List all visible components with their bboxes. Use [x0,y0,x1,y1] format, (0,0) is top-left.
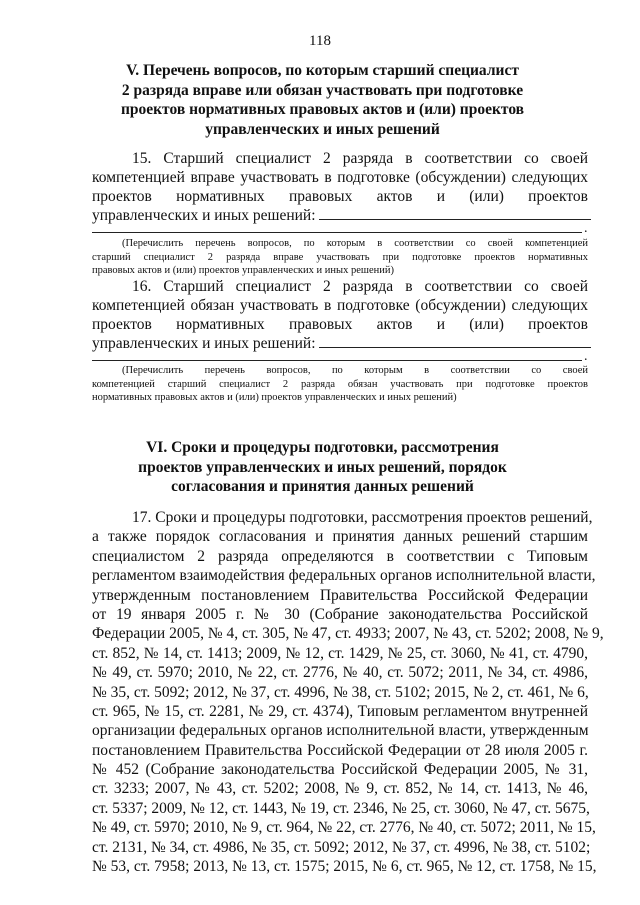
blank-fill-line [319,335,591,348]
text-line: 15. Старший специалист 2 разряда в соответствии со своей [132,150,588,167]
period: . [584,349,588,364]
note-15: (Перечислить перечень вопросов, по которым в соответствии со своей компетенцией старший специалист 2 разряда вправе участвовать при подготовке проектов нормативных правовых актов и (или) проектов управленческих и иных решений) [92,238,588,277]
page-number: 118 [309,33,331,49]
blank-fill-line [92,232,582,233]
period: . [584,221,588,236]
text-line: компетенцией обязан участвовать в подготовке (обсуждении) следующих [92,297,588,314]
note-16: (Перечислить перечень вопросов, по которым в соответствии со своей компетенцией старший специалист 2 разряда обязан участвовать при подготовке проектов нормативных правовых актов и (или) проектов управленческих и иных решений) [92,365,588,404]
text-line: 16. Старший специалист 2 разряда в соответствии со своей [132,278,588,295]
text-line: управленческих и иных решений: [92,206,588,225]
text-line: компетенцией вправе участвовать в подготовке (обсуждении) следующих [92,169,588,186]
paragraph-17: 17. Сроки и процедуры подготовки, рассмотрения проектов решений, а также порядок согласования и принятия данных решений старшим специалистом 2 разряда определяются в соответствии с Типовым регламентом взаимодействия федеральных органов исполнительной власти, утвержденным постановлением Правительства Российской Федерации от 19 января 2005 г. № 30 (Собрание законодательства Российской Федерации 2005, № 4, ст. 305, № 47, ст. 4933; 2007, № 43, ст. 5202; 2008, № 9, ст. 852, № 14, ст. 1413; 2009, № 12, ст. 1429, № 25, ст. 3060, № 41, ст. 4790, № 49, ст. 5970; 2010, № 22, ст. 2776, № 40, ст. 5072; 2011, № 34, ст. 4986, № 35, ст. 5092; 2012, № 37, ст. 4996, № 38, ст. 5102; 2015, № 2, ст. 461, № 6, ст. 965, № 15, ст. 2281, № 29, ст. 4374), Типовым регламентом внутренней организации федеральных органов исполнительной власти, утвержденным постановлением Правительства Российской Федерации от 28 июля 2005 г. № 452 (Собрание законодательства Российской Федерации 2005, № 31, ст. 3233; 2007, № 43, ст. 5202; 2008, № 9, ст. 852, № 14, ст. 1413, № 46, ст. 5337; 2009, № 12, ст. 1443, № 19, ст. 2346, № 25, ст. 3060, № 47, ст. 5675, № 49, ст. 5970; 2010, № 9, ст. 964, № 22, ст. 2776, № 40, ст. 5072; 2011, № 15, ст. 2131, № 34, ст. 4986, № 35, ст. 5092; 2012, № 37, ст. 4996, № 38, ст. 5102; № 53, ст. 7958; 2013, № 13, ст. 1575; 2015, № 6, ст. 965, № 12, ст. 1758, № 15, [92,509,604,876]
text-line: проектов нормативных правовых актов и (или) проектов [92,316,588,333]
text-line: проектов нормативных правовых актов и (или) проектов [92,188,588,205]
text-line: управленческих и иных решений: [92,334,588,353]
blank-fill-line [92,360,582,361]
section-6-title: VI. Сроки и процедуры подготовки, рассмотрения проектов управленческих и иных решений, порядок согласования и принятия данных решений [138,439,507,495]
section-5-title: V. Перечень вопросов, по которым старший специалист 2 разряда вправе или обязан участвовать при подготовке проектов нормативных правовых актов и (или) проектов управленческих и иных решений [120,62,525,138]
blank-fill-line [319,207,591,220]
